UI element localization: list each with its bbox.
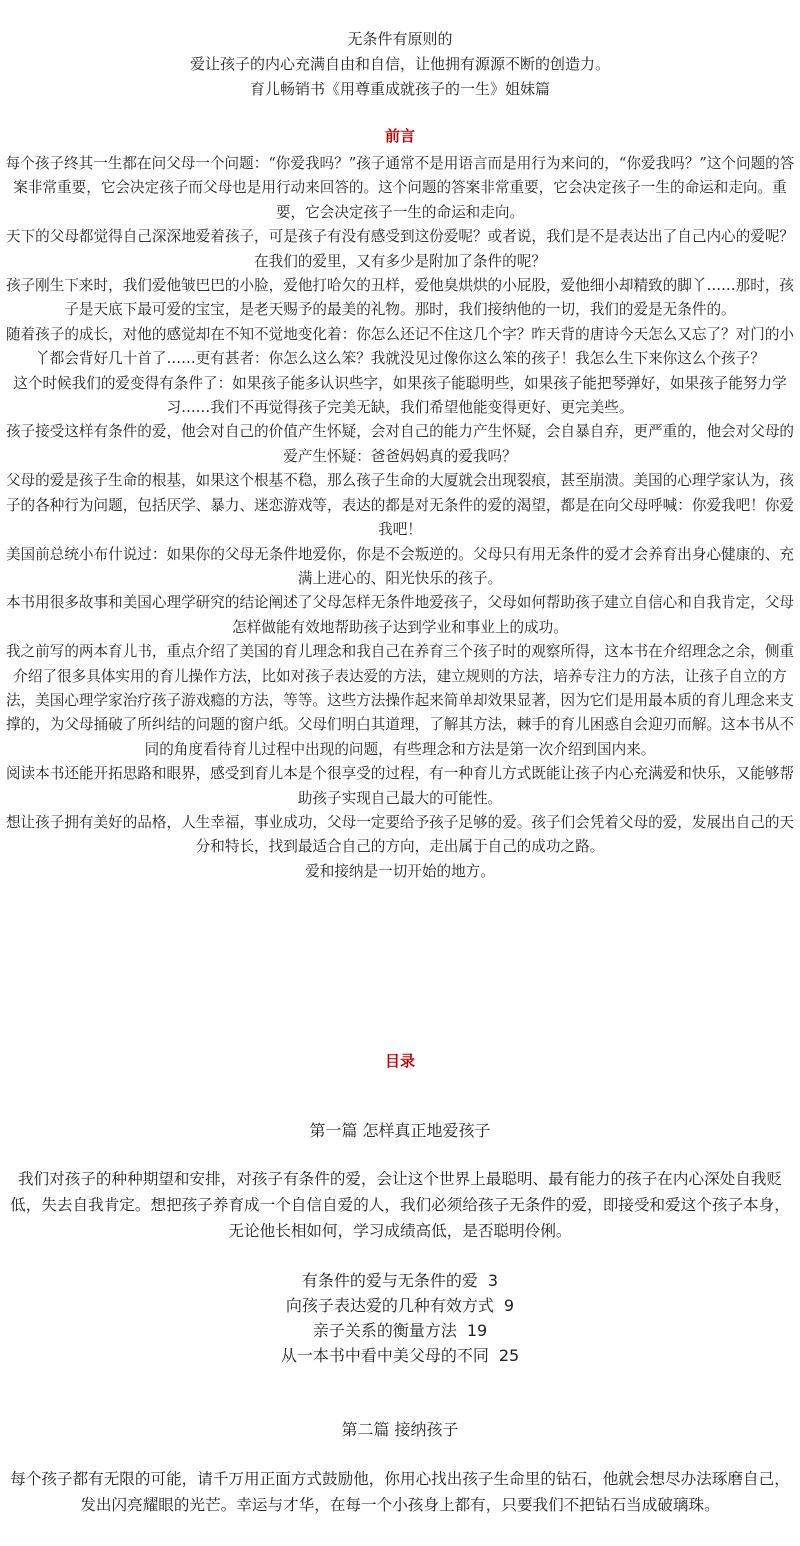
toc-item-page: 25 bbox=[498, 1346, 520, 1365]
preface-paragraph: 孩子刚生下来时，我们爱他皱巴巴的小脸，爱他打哈欠的丑样，爱他臭烘烘的小屁股，爱他细小却精致的脚丫……那时，孩子是天底下最可爱的宝宝，是老天赐予的最美的礼物。那时，我们接纳他的一切，我们的爱是无条件的。 bbox=[5, 277, 795, 319]
toc-item-title: 向孩子表达爱的几种有效方式 bbox=[285, 1296, 494, 1315]
preface-paragraph: 在我们的爱里，又有多少是附加了条件的呢？ bbox=[254, 252, 546, 270]
toc-item[interactable] bbox=[0, 1268, 800, 1293]
toc-item-page: 9 bbox=[503, 1296, 515, 1315]
preface-paragraph: 每个孩子终其一生都在问父母一个问题：“你爱我吗？”孩子通常不是用语言而是用行为来问的，“你爱我吗？”这个问题的答案非常重要，它会决定孩子而父母也是用行动来回答的。这个问题的答案非常重要，它会决定孩子一生的命运和走向。重要，它会决定孩子一生的命运和走向。 bbox=[5, 155, 795, 221]
preface-heading: 前言 bbox=[384, 127, 415, 145]
toc-item-title: 从一本书中看中美父母的不同 bbox=[280, 1346, 489, 1365]
preface-paragraph: 本书用很多故事和美国心理学研究的结论阐述了父母怎样无条件地爱孩子，父母如何帮助孩子建立自信心和自我肯定，父母怎样做能有效地帮助孩子达到学业和事业上的成功。 bbox=[5, 594, 795, 636]
part1-title[interactable]: 第一篇 怎样真正地爱孩子 bbox=[309, 1121, 491, 1140]
preface-paragraph: 想让孩子拥有美好的品格，人生幸福，事业成功，父母一定要给予孩子足够的爱。孩子们会凭着父母的爱，发展出自己的天分和特长，找到最适合自己的方向，走出属于自己的成功之路。 bbox=[5, 813, 795, 856]
toc-list bbox=[0, 1268, 800, 1368]
preface-body bbox=[3, 152, 797, 884]
toc-item[interactable] bbox=[0, 1343, 800, 1368]
part1-description: 我们对孩子的种种期望和安排，对孩子有条件的爱，会让这个世界上最聪明、最有能力的孩子在内心深处自我贬低，失去自我肯定。想把孩子养育成一个自信自爱的人，我们必须给孩子无条件的爱，即接受和爱这个孩子本身，无论他长相如何，学习成绩高低，是否聪明伶俐。 bbox=[10, 1170, 790, 1240]
part2-description: 每个孩子都有无限的可能，请千万用正面方式鼓励他，你用心找出孩子生命里的钻石，他就会想尽办法琢磨自己，发出闪亮耀眼的光芒。幸运与才华，在每一个小孩身上都有，只要我们不把钻石当成破璃珠。 bbox=[10, 1470, 790, 1514]
toc-item-title: 亲子关系的衡量方法 bbox=[312, 1321, 457, 1340]
preface-paragraph: 美国前总统小布什说过：如果你的父母无条件地爱你，你是不会叛逆的。父母只有用无条件的爱才会养育出身心健康的、充满上进心的、阳光快乐的孩子。 bbox=[5, 545, 795, 587]
preface-paragraph: 爱和接纳是一切开始的地方。 bbox=[305, 862, 495, 880]
part2-title[interactable]: 第二篇 接纳孩子 bbox=[341, 1420, 459, 1439]
toc-item-page: 3 bbox=[487, 1271, 499, 1290]
toc-item[interactable] bbox=[0, 1318, 800, 1343]
intro-line-3: 育儿畅销书《用尊重成就孩子的一生》姐妹篇 bbox=[249, 80, 550, 98]
preface-paragraph: 阅读本书还能开拓思路和眼界，感受到育儿本是个很享受的过程，有一种育儿方式既能让孩子内心充满爱和快乐，又能够帮助孩子实现自己最大的可能性。 bbox=[5, 765, 795, 807]
preface-paragraph: 随着孩子的成长，对他的感觉却在不知不觉地变化着：你怎么还记不住这几个字？昨天背的唐诗今天怎么又忘了？对门的小丫都会背好几十首了……更有甚者：你怎么这么笨？我就没见过像你这么笨的孩子！我怎么生下来你这么个孩子？ bbox=[5, 325, 795, 368]
preface-paragraph: 我之前写的两本育儿书，重点介绍了美国的育儿理念和我自己在养育三个孩子时的观察所得，这本书在介绍理念之余，侧重介绍了很多具体实用的育儿操作方法，比如对孩子表达爱的方法，建立规则的方法，培养专注力的方法，让孩子自立的方法，美国心理学家治疗孩子游戏瘾的方法，等等。这些方法操作起来简单却效果显著，因为它们是用最本质的育儿理念来支撑的，为父母捅破了所纠结的问题的窗户纸。父母们明白其道理，了解其方法，棘手的育儿困惑自会迎刃而解。这本书从不同的角度看待育儿过程中出现的问题，有些理念和方法是第一次介绍到国内来。 bbox=[5, 643, 795, 758]
toc-item[interactable] bbox=[0, 1293, 800, 1318]
preface-paragraph: 这个时候我们的爱变得有条件了：如果孩子能多认识些字，如果孩子能聪明些，如果孩子能把琴弹好，如果孩子能努力学习……我们不再觉得孩子完美无缺，我们希望他能变得更好、更完美些。 bbox=[13, 374, 787, 417]
intro-block bbox=[0, 27, 800, 102]
toc-item-page: 19 bbox=[466, 1321, 488, 1340]
preface-paragraph: 父母的爱是孩子生命的根基，如果这个根基不稳，那么孩子生命的大厦就会出现裂痕，甚至崩溃。美国的心理学家认为，孩子的各种行为问题，包括厌学、暴力、迷恋游戏等，表达的都是对无条件的爱的渴望，都是在向父母呼喊：你爱我吧！你爱我吧！ bbox=[5, 472, 795, 539]
toc-item-title: 有条件的爱与无条件的爱 bbox=[301, 1271, 478, 1290]
preface-paragraph: 孩子接受这样有条件的爱，他会对自己的价值产生怀疑，会对自己的能力产生怀疑，会自暴自弃，更严重的，他会对父母的爱产生怀疑：爸爸妈妈真的爱我吗？ bbox=[5, 423, 795, 465]
toc-heading: 目录 bbox=[384, 1052, 415, 1070]
preface-paragraph: 天下的父母都觉得自己深深地爱着孩子，可是孩子有没有感受到这份爱呢？或者说，我们是不是表达出了自己内心的爱呢？ bbox=[5, 228, 795, 246]
intro-line-1: 无条件有原则的 bbox=[347, 30, 453, 48]
intro-line-2: 爱让孩子的内心充满自由和自信，让他拥有源源不断的创造力。 bbox=[189, 55, 610, 73]
